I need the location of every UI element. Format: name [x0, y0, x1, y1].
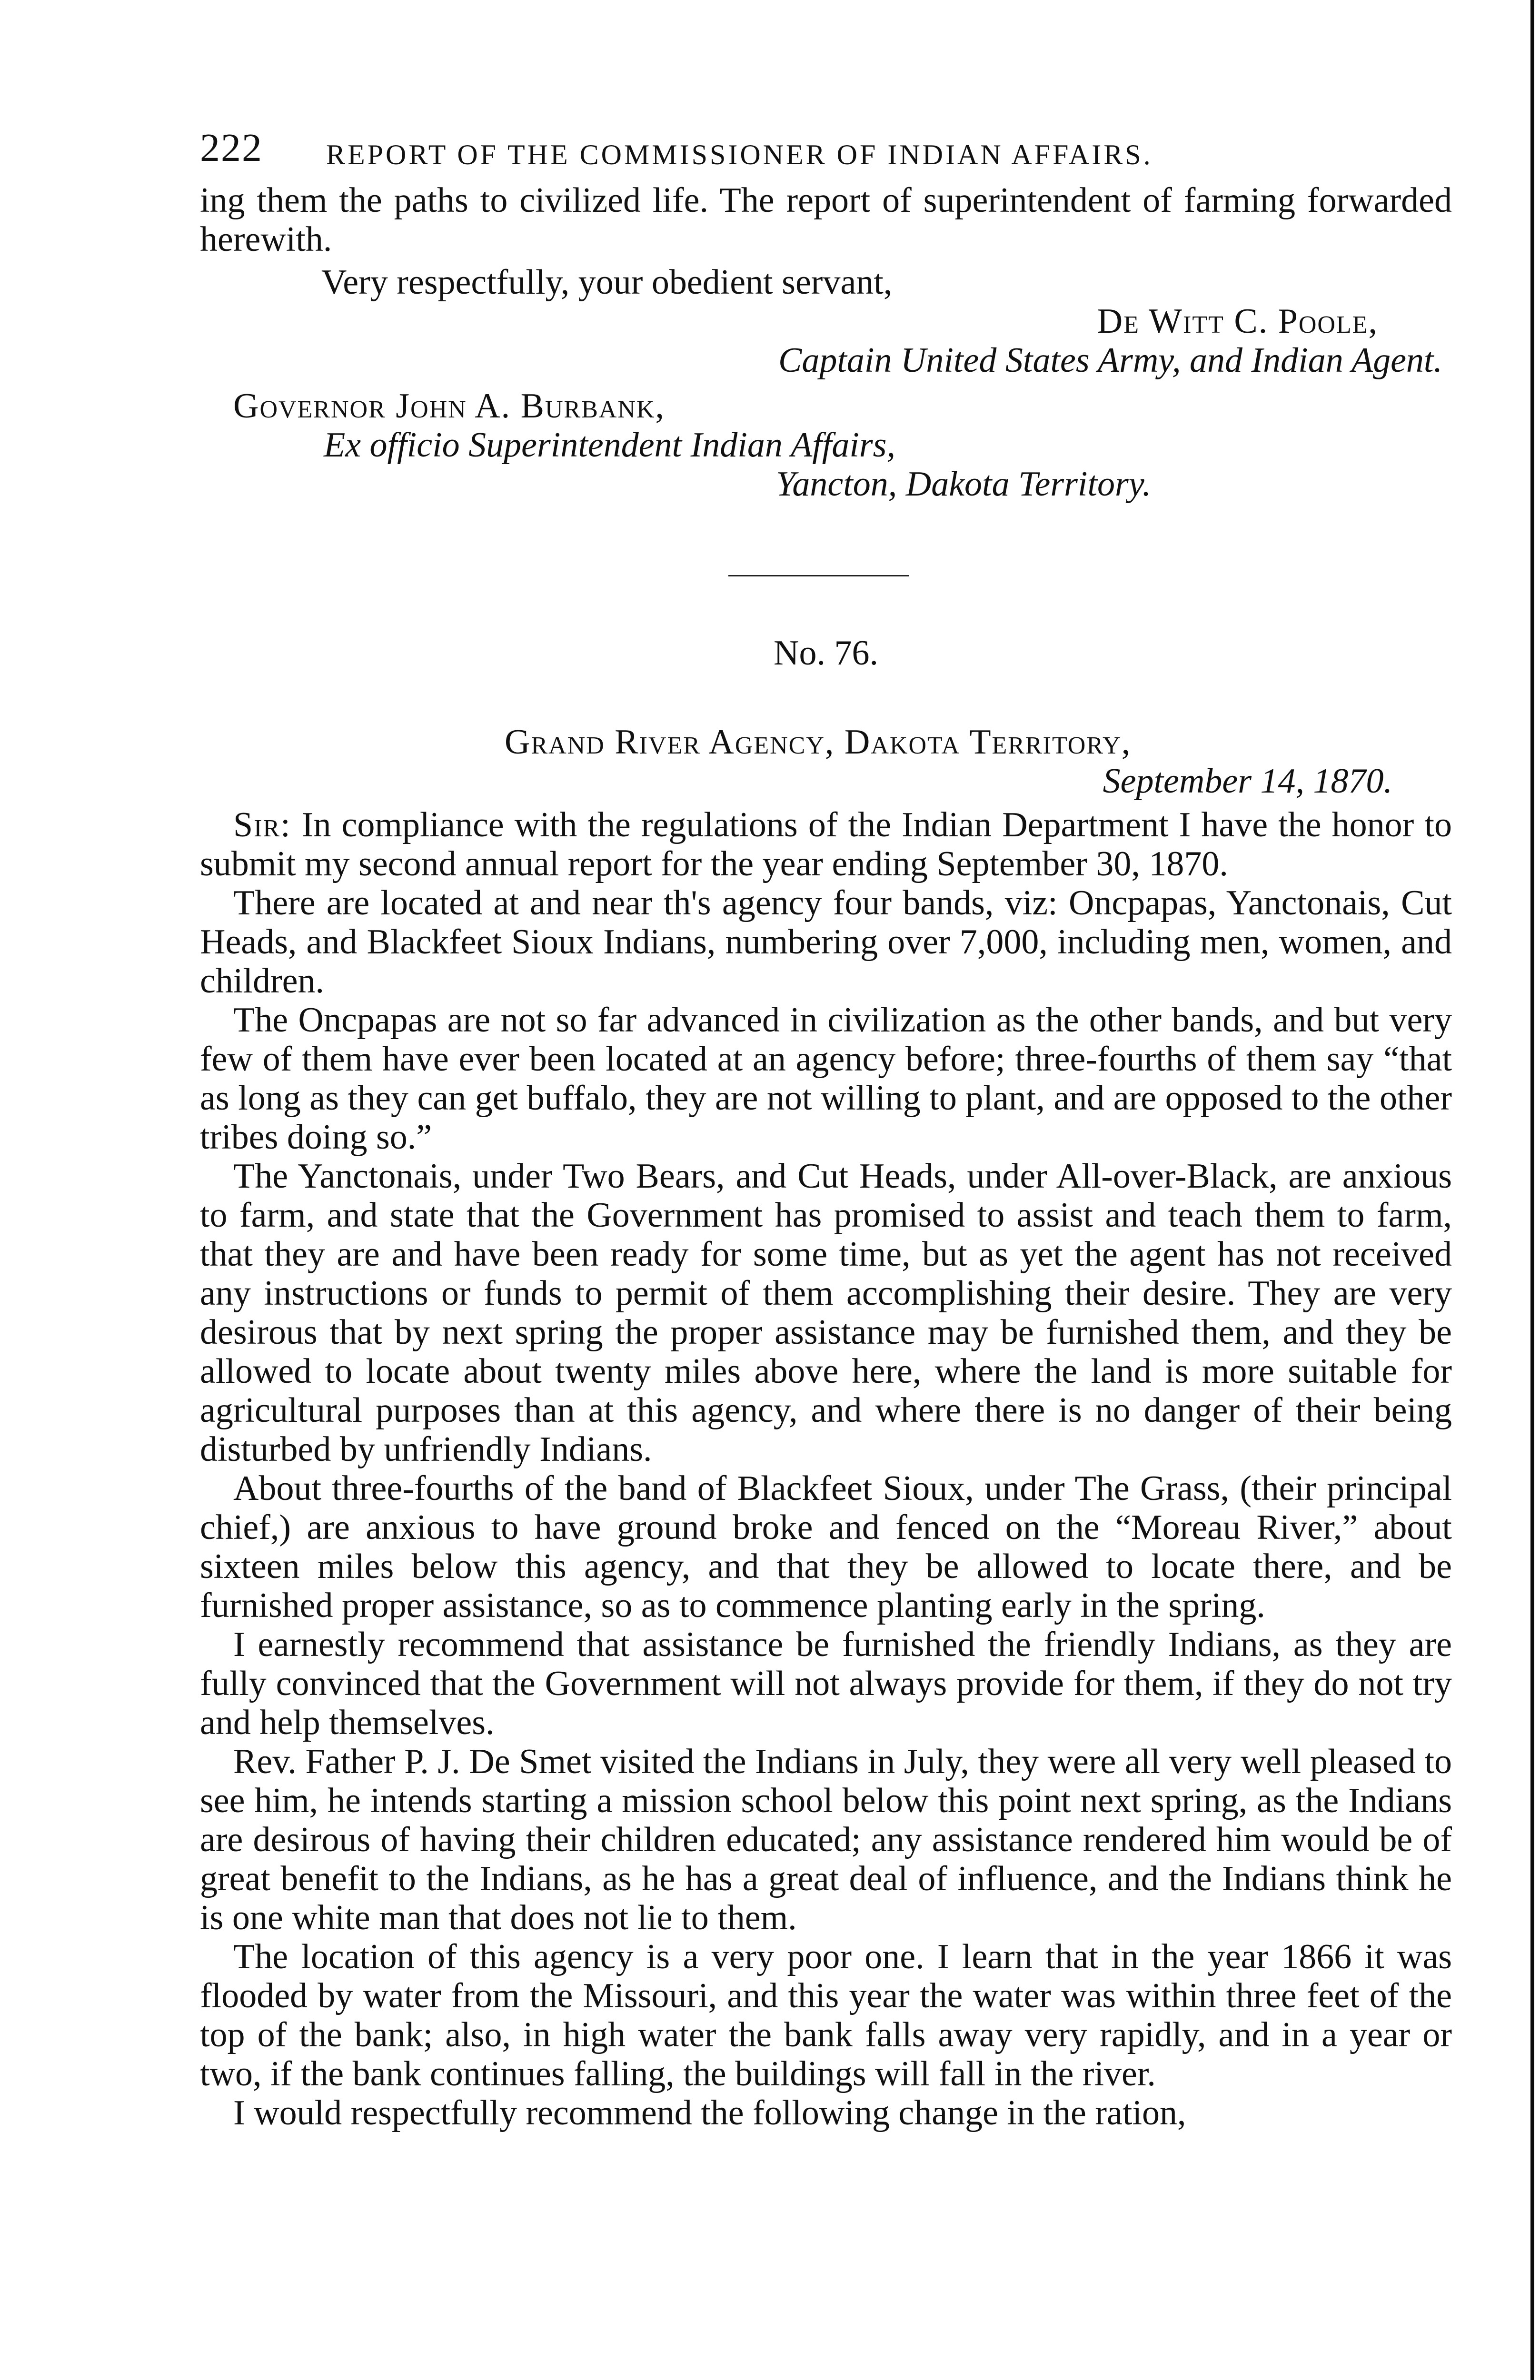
page	[200, 126, 1452, 2132]
section-divider	[728, 575, 909, 576]
valediction: Very respectfully, your obedient servant,	[321, 263, 893, 302]
dateline-date: September 14, 1870.	[1103, 762, 1392, 801]
addressee-name: Governor John A. Burbank,	[233, 387, 666, 426]
page-number: 222	[200, 126, 263, 170]
salutation: Sir:	[233, 805, 291, 844]
paragraph: The Yanctonais, under Two Bears, and Cut Heads, under All-over-Black, are anxious to farm, and state that the Government has promised to assist and teach them to farm, that they are and have been ready for some time, but as yet the agent has not received any instructions or funds to permit of them accomplishing their desire. They are very desirous that by next spring the proper assistance may be furnished them, and they be allowed to locate about twenty miles above here, where the land is more suitable for agricultural purposes than at this agency, and where there is no danger of their being disturbed by unfriendly Indians.	[200, 1157, 1452, 1469]
paragraph: Rev. Father P. J. De Smet visited the Indians in July, they were all very well pleased to see him, he intends starting a mission school below this point next spring, as the Indians are desirous of having their children educated; any assistance rendered him would be of great benefit to the Indians, as he has a great deal of influence, and the Indians think he is one white man that does not lie to them.	[200, 1742, 1452, 1937]
running-title: REPORT OF THE COMMISSIONER OF INDIAN AFFAIRS.	[326, 139, 1153, 170]
addressee-place: Yancton, Dakota Territory.	[776, 465, 1152, 504]
paragraph: I earnestly recommend that assistance be furnished the friendly Indians, as they are fully convinced that the Government will not always provide for them, if they do not try and help themselves.	[200, 1625, 1452, 1742]
document-number: No. 76.	[774, 634, 878, 673]
dateline-place: Grand River Agency, Dakota Territory,	[505, 723, 1132, 762]
paragraph: I would respectfully recommend the following change in the ration,	[233, 2093, 1186, 2132]
paragraph: There are located at and near th's agency four bands, viz: Oncpapas, Yanctonais, Cut Heads, and Blackfeet Sioux Indians, numbering over 7,000, including men, women, and children.	[200, 883, 1452, 1001]
paragraph: Sir: In compliance with the regulations of the Indian Department I have the honor to submit my second annual report for the year ending September 30, 1870.	[200, 805, 1452, 883]
signature-title: Captain United States Army, and Indian Agent.	[778, 341, 1442, 380]
scan-border-right	[1530, 0, 1534, 2380]
signature-name: De Witt C. Poole,	[1097, 302, 1378, 341]
previous-letter-closing: ing them the paths to civilized life. The report of superintendent of farming forwarded herewith.	[200, 181, 1452, 259]
paragraph: The Oncpapas are not so far advanced in civilization as the other bands, and but very few of them have ever been located at an agency before; three-fourths of them say “that as long as they can get buffalo, they are not willing to plant, and are opposed to the other tribes doing so.”	[200, 1001, 1452, 1157]
paragraph: About three-fourths of the band of Blackfeet Sioux, under The Grass, (their principal chief,) are anxious to have ground broke and fenced on the “Moreau River,” about sixteen miles below this agency, and that they be allowed to locate there, and be furnished proper assistance, so as to commence planting early in the spring.	[200, 1469, 1452, 1625]
addressee-title: Ex officio Superintendent Indian Affairs,	[324, 426, 895, 465]
paragraph: The location of this agency is a very poor one. I learn that in the year 1866 it was flooded by water from the Missouri, and this year the water was within three feet of the top of the bank; also, in high water the bank falls away very rapidly, and in a year or two, if the bank continues falling, the buildings will fall in the river.	[200, 1937, 1452, 2093]
running-header	[200, 126, 1452, 181]
